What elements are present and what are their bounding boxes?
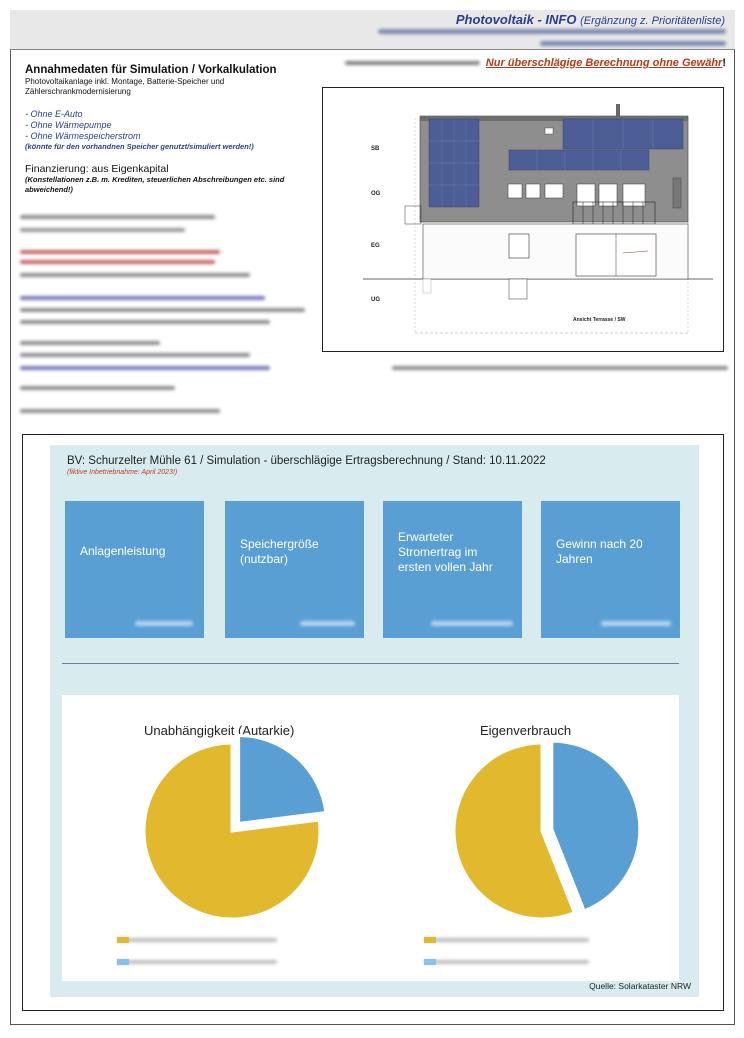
kpi-card-profit-20y: Gewinn nach 20 Jahren [541,501,680,638]
redacted-line [20,296,265,300]
legend-redacted [117,938,277,942]
exclusion-item: - Ohne Wärmepumpe [25,120,112,130]
redacted-line [20,250,220,254]
kpi-card-expected-yield: Erwarteter Stromertrag im ersten vollen Jahr [383,501,522,638]
financing-label: Finanzierung: aus Eigenkapital [25,163,169,175]
legend-swatch-yellow [424,937,436,943]
assumptions-section [25,64,315,195]
exclusion-item: - Ohne E-Auto [25,109,83,119]
source-note: Quelle: Solarkataster NRW [589,981,691,991]
legend-redacted [424,938,589,942]
page-title: Photovoltaik - INFO (Ergänzung z. Prioritätenliste) [455,12,725,27]
redacted-line [20,341,160,345]
pie-charts-area [62,695,679,981]
house-elevation-drawing [322,87,724,352]
house-elevation-svg [323,88,723,351]
drawing-caption: Ansicht Terrasse / SW [573,317,626,323]
level-label: SB [371,146,380,152]
legend-redacted [424,960,589,964]
redacted-line [20,228,185,232]
redacted-line [20,273,250,277]
simulation-panel [50,445,699,997]
level-label: EG [371,243,380,249]
page-header [10,10,735,50]
exclusions-note: (könnte für den vorhandnen Speicher genutzt/simuliert werden!) [25,142,254,151]
legend-swatch-yellow [117,937,129,943]
kpi-card-storage-size: Speichergröße (nutzbar) [225,501,364,638]
level-label: UG [371,297,380,303]
exclusions-list [25,109,315,142]
simulation-section [22,434,724,1011]
financing-note: (Konstellationen z.B. m. Krediten, steuerlichen Abschreibungen etc. sind abweichend!) [25,175,285,194]
exclusion-item: - Ohne Wärmespeicherstrom [25,131,141,141]
section-divider [62,663,679,664]
level-label: OG [371,191,381,197]
redacted-line [20,215,215,219]
redacted-line [378,29,726,34]
legend-swatch-blue [424,959,436,965]
assumptions-description: Photovoltaikanlage inkl. Montage, Batterie-Speicher und Zählerschrankmodernisierung [25,77,225,96]
pie-slice-netzbezug [239,735,326,823]
redacted-line [392,366,728,370]
redacted-line [20,386,175,390]
redacted-line [540,41,726,46]
simulation-title: BV: Schurzelter Mühle 61 / Simulation - überschlägige Ertragsberechnung / Stand: 10.11.2022 [67,455,546,467]
assumptions-heading: Annahmedaten für Simulation / Vorkalkulation [25,64,277,76]
simulation-subtitle: (fiktive Inbetriebnahme: April 2023!) [67,469,178,476]
redacted-line [20,409,220,413]
legend-swatch-blue [117,959,129,965]
legend-redacted [117,960,277,964]
disclaimer-notice: Nur überschlägige Berechnung ohne Gewähr! [485,57,726,69]
pie-title-autarky: Unabhängigkeit (Autarkie) [144,723,295,738]
redacted-line [20,353,250,357]
redacted-line [20,320,270,324]
kpi-card-system-power: Anlagenleistung [65,501,204,638]
pie-title-self-consumption: Eigenverbrauch [480,723,572,738]
redacted-line [345,61,480,65]
redacted-line [20,308,305,312]
redacted-line [20,260,215,264]
redacted-line [20,366,270,370]
